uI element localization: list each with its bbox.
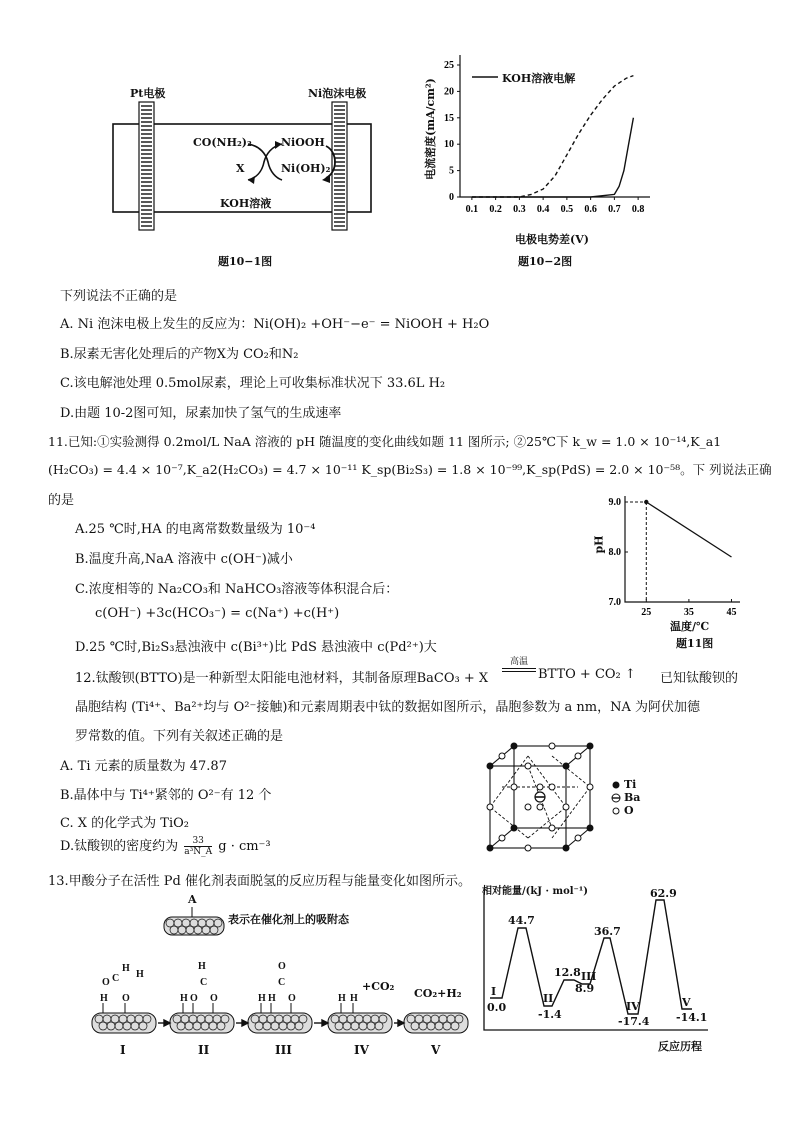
q12-option-a: A. Ti 元素的质量数为 47.87	[60, 759, 227, 774]
figure-10-1	[108, 80, 378, 265]
figure-11	[590, 490, 750, 650]
figure-11-caption: 题11图	[676, 637, 714, 650]
chart10-x-tick-label: 0.5	[560, 204, 574, 215]
urea-label: CO(NH₂)₂	[193, 136, 252, 149]
q11-line-1: 11.已知:①实验测得 0.2mol/L NaA 溶液的 pH 随温度的变化曲线如题 11 图所示; ②25℃下 k_w = 1.0 × 10⁻¹⁴,K_a1	[48, 434, 722, 449]
q12-option-d	[60, 835, 271, 857]
chart11-x-tick-label: 35	[683, 607, 694, 618]
chart10-y-tick-label: 15	[444, 112, 454, 124]
chart10-y-tick-label: 25	[444, 60, 454, 71]
stage-label-4: IV	[354, 1043, 369, 1057]
q12-option-d-suffix: g · cm⁻³	[218, 839, 271, 854]
svg-text:H: H	[350, 993, 358, 1004]
energy-value-8: 62.9	[650, 887, 677, 900]
q12-option-b: B.晶体中与 Ti⁴⁺紧邻的 O²⁻有 12 个	[60, 788, 272, 803]
product-x-label: X	[236, 162, 245, 175]
chart11-y-tick-label: 9.0	[608, 497, 621, 508]
koh-solution-label: KOH溶液	[220, 197, 272, 210]
q12-condition: 高温	[509, 657, 528, 667]
q12-density-denominator: a³N_A	[184, 847, 213, 857]
chart11-ph-line	[646, 502, 731, 557]
chart10-x-tick-label: 0.2	[489, 204, 502, 215]
q12-line-2: 晶胞结构 (Ti⁴⁺、Ba²⁺均与 O²⁻接触)和元素周期表中钛的数据如图所示，晶胞参数为 a nm，NA 为阿伏加德	[75, 700, 701, 715]
energy-value-7: -17.4	[618, 1015, 650, 1028]
svg-text:C: C	[112, 973, 120, 984]
ni-electrode-label: Ni泡沫电极	[308, 87, 367, 100]
svg-text:H: H	[258, 993, 266, 1004]
chart10-x-tick-label: 0.3	[513, 204, 526, 215]
energy-value-3: -1.4	[538, 1008, 562, 1021]
chart10-x-axis-label: 电极电势差(V)	[515, 233, 589, 246]
q10-stem: 下列说法不正确的是	[60, 289, 178, 304]
chart11-axes	[625, 496, 740, 602]
chart10-x-tick-label: 0.6	[584, 204, 597, 215]
pt-electrode-label: Pt电极	[130, 87, 166, 100]
svg-text:H: H	[136, 969, 144, 980]
q11-option-b: B.温度升高,NaA 溶液中 c(OH⁻)减小	[75, 552, 293, 567]
q12-option-d-prefix: D.钛酸钡的密度约为	[60, 839, 179, 854]
chart10-y-tick-label: 20	[444, 86, 454, 98]
barium-titanate-unit-cell	[470, 738, 680, 868]
energy-value-2: 44.7	[508, 914, 535, 927]
legend-ba: Ba	[624, 791, 641, 804]
stage-label-1: I	[120, 1043, 126, 1057]
svg-text:H: H	[198, 961, 206, 972]
chart11-y-axis-label: pH	[592, 535, 606, 554]
svg-text:O: O	[122, 993, 130, 1004]
stage-v-products: CO₂+H₂	[414, 987, 462, 1000]
energy-state-4: IV	[626, 1000, 640, 1013]
q12-reaction-arrow	[502, 657, 536, 672]
adsorption-mark: A	[188, 893, 197, 906]
q11-line-2: (H₂CO₃) = 4.4 × 10⁻⁷,K_a2(H₂CO₃) = 4.7 × 10⁻¹¹ K_sp(Bi₂S₃) = 1.8 × 10⁻⁹⁹,K_sp(PdS) = 2.0 × 10⁻⁵⁸。下 列说法正确	[48, 462, 772, 477]
ph-temperature-chart	[590, 490, 750, 630]
chart10-y-tick-label: 10	[444, 139, 454, 151]
svg-text:O: O	[210, 993, 218, 1004]
chart10-koh-series	[472, 118, 634, 197]
chart10-dashed-series	[472, 76, 634, 197]
chart11-x-tick-label: 25	[641, 607, 652, 618]
svg-text:C: C	[278, 977, 286, 988]
chart11-x-tick-label: 45	[726, 607, 737, 618]
legend-ti: Ti	[624, 778, 637, 791]
stage-label-5: V	[431, 1043, 441, 1057]
chart11-y-tick-label: 7.0	[608, 597, 621, 608]
legend-o: O	[624, 804, 634, 817]
stage-label-2: II	[198, 1043, 210, 1057]
figure-10-2-caption: 题10−2图	[518, 255, 573, 268]
energy-state-1: I	[491, 985, 497, 998]
energy-x-label: 反应历程	[658, 1040, 702, 1053]
q11-option-d: D.25 ℃时,Bi₂S₃悬浊液中 c(Bi³⁺)比 PdS 悬浊液中 c(Pd²⁺)大	[75, 640, 437, 655]
energy-y-label: 相对能量/(kJ · mol⁻¹)	[482, 886, 588, 897]
q12-density-numerator: 33	[184, 836, 212, 847]
energy-value-6: 36.7	[594, 925, 621, 938]
q12-line-3: 罗常数的值。下列有关叙述正确的是	[75, 729, 284, 744]
stage-iv-co2: +CO₂	[362, 980, 395, 993]
q11-option-a: A.25 ℃时,HA 的电离常数数量级为 10⁻⁴	[75, 522, 316, 537]
q11-option-c-equation: c(OH⁻) +3c(HCO₃⁻) = c(Na⁺) +c(H⁺)	[95, 606, 340, 621]
svg-text:C: C	[200, 977, 208, 988]
energy-value-1: 0.0	[487, 1001, 507, 1014]
energy-state-5: V	[682, 996, 691, 1009]
svg-text:H: H	[100, 993, 108, 1004]
nioh2-label: Ni(OH)₂	[281, 162, 331, 175]
adsorption-legend	[160, 893, 390, 943]
svg-text:H: H	[122, 963, 130, 974]
q10-option-c: C.该电解池处理 0.5mol尿素，理论上可收集标准状况下 33.6L H₂	[60, 376, 446, 391]
q12-line-1a: 12.钛酸钡(BTTO)是一种新型太阳能电池材料，其制备原理BaCO₃ + X	[75, 671, 489, 686]
adsorption-text: 表示在催化剂上的吸附态	[228, 913, 349, 926]
energy-value-4: 12.8	[554, 966, 581, 979]
chart10-y-axis-label: 电流密度(mA/cm²)	[424, 78, 437, 180]
q12-line-1b: BTTO + CO₂ ↑	[538, 667, 636, 682]
svg-text:O: O	[278, 961, 286, 972]
energy-value-5: 8.9	[575, 982, 595, 995]
chart10-y-tick-label: 0	[449, 192, 454, 203]
chart10-x-tick-label: 0.7	[608, 204, 621, 215]
svg-text:H: H	[338, 993, 346, 1004]
crystal-cell-figure	[470, 738, 680, 868]
figure-10-2	[410, 45, 670, 245]
energy-state-2: II	[543, 992, 554, 1005]
chart11-x-axis-label: 温度/℃	[670, 620, 710, 633]
chart10-x-tick-label: 0.4	[536, 204, 550, 215]
stage-diagram	[88, 955, 473, 1045]
q12-option-c: C. X 的化学式为 TiO₂	[60, 816, 189, 831]
figure-10-1-caption: 题10−1图	[218, 255, 273, 268]
energy-state-3: III	[581, 970, 597, 983]
niooh-label: NiOOH	[281, 136, 325, 149]
chart10-y-tick-label: 5	[449, 165, 454, 177]
q13-stem: 13.甲酸分子在活性 Pd 催化剂表面脱氢的反应历程与能量变化如图所示。	[48, 874, 472, 889]
chart10-x-tick-label: 0.8	[631, 204, 645, 215]
chart10-legend-label: KOH溶液电解	[502, 72, 576, 85]
chart10-x-tick-label: 0.1	[465, 204, 479, 215]
svg-text:O: O	[190, 993, 198, 1004]
q10-option-d: D.由题 10-2图可知，尿素加快了氢气的生成速率	[60, 406, 342, 421]
reaction-stages	[88, 955, 473, 1065]
svg-text:H: H	[180, 993, 188, 1004]
q12-line-1c: 已知钛酸钡的	[660, 671, 739, 686]
svg-text:O: O	[102, 977, 110, 988]
chart11-y-tick-label: 8.0	[608, 547, 621, 558]
q11-option-c: C.浓度相等的 Na₂CO₃和 NaHCO₃溶液等体积混合后：	[75, 582, 399, 597]
q11-line-3: 的是	[48, 493, 75, 508]
energy-value-9: -14.1	[676, 1011, 708, 1024]
stage-label-3: III	[275, 1043, 292, 1057]
energy-profile	[478, 888, 723, 1058]
q10-option-b: B.尿素无害化处理后的产物X为 CO₂和N₂	[60, 347, 299, 362]
svg-text:O: O	[288, 993, 296, 1004]
q10-option-a: A. Ni 泡沫电极上发生的反应为：Ni(OH)₂ +OH⁻−e⁻ = NiOOH + H₂O	[60, 317, 490, 332]
svg-text:H: H	[268, 993, 276, 1004]
chart11-start-point	[644, 500, 648, 504]
